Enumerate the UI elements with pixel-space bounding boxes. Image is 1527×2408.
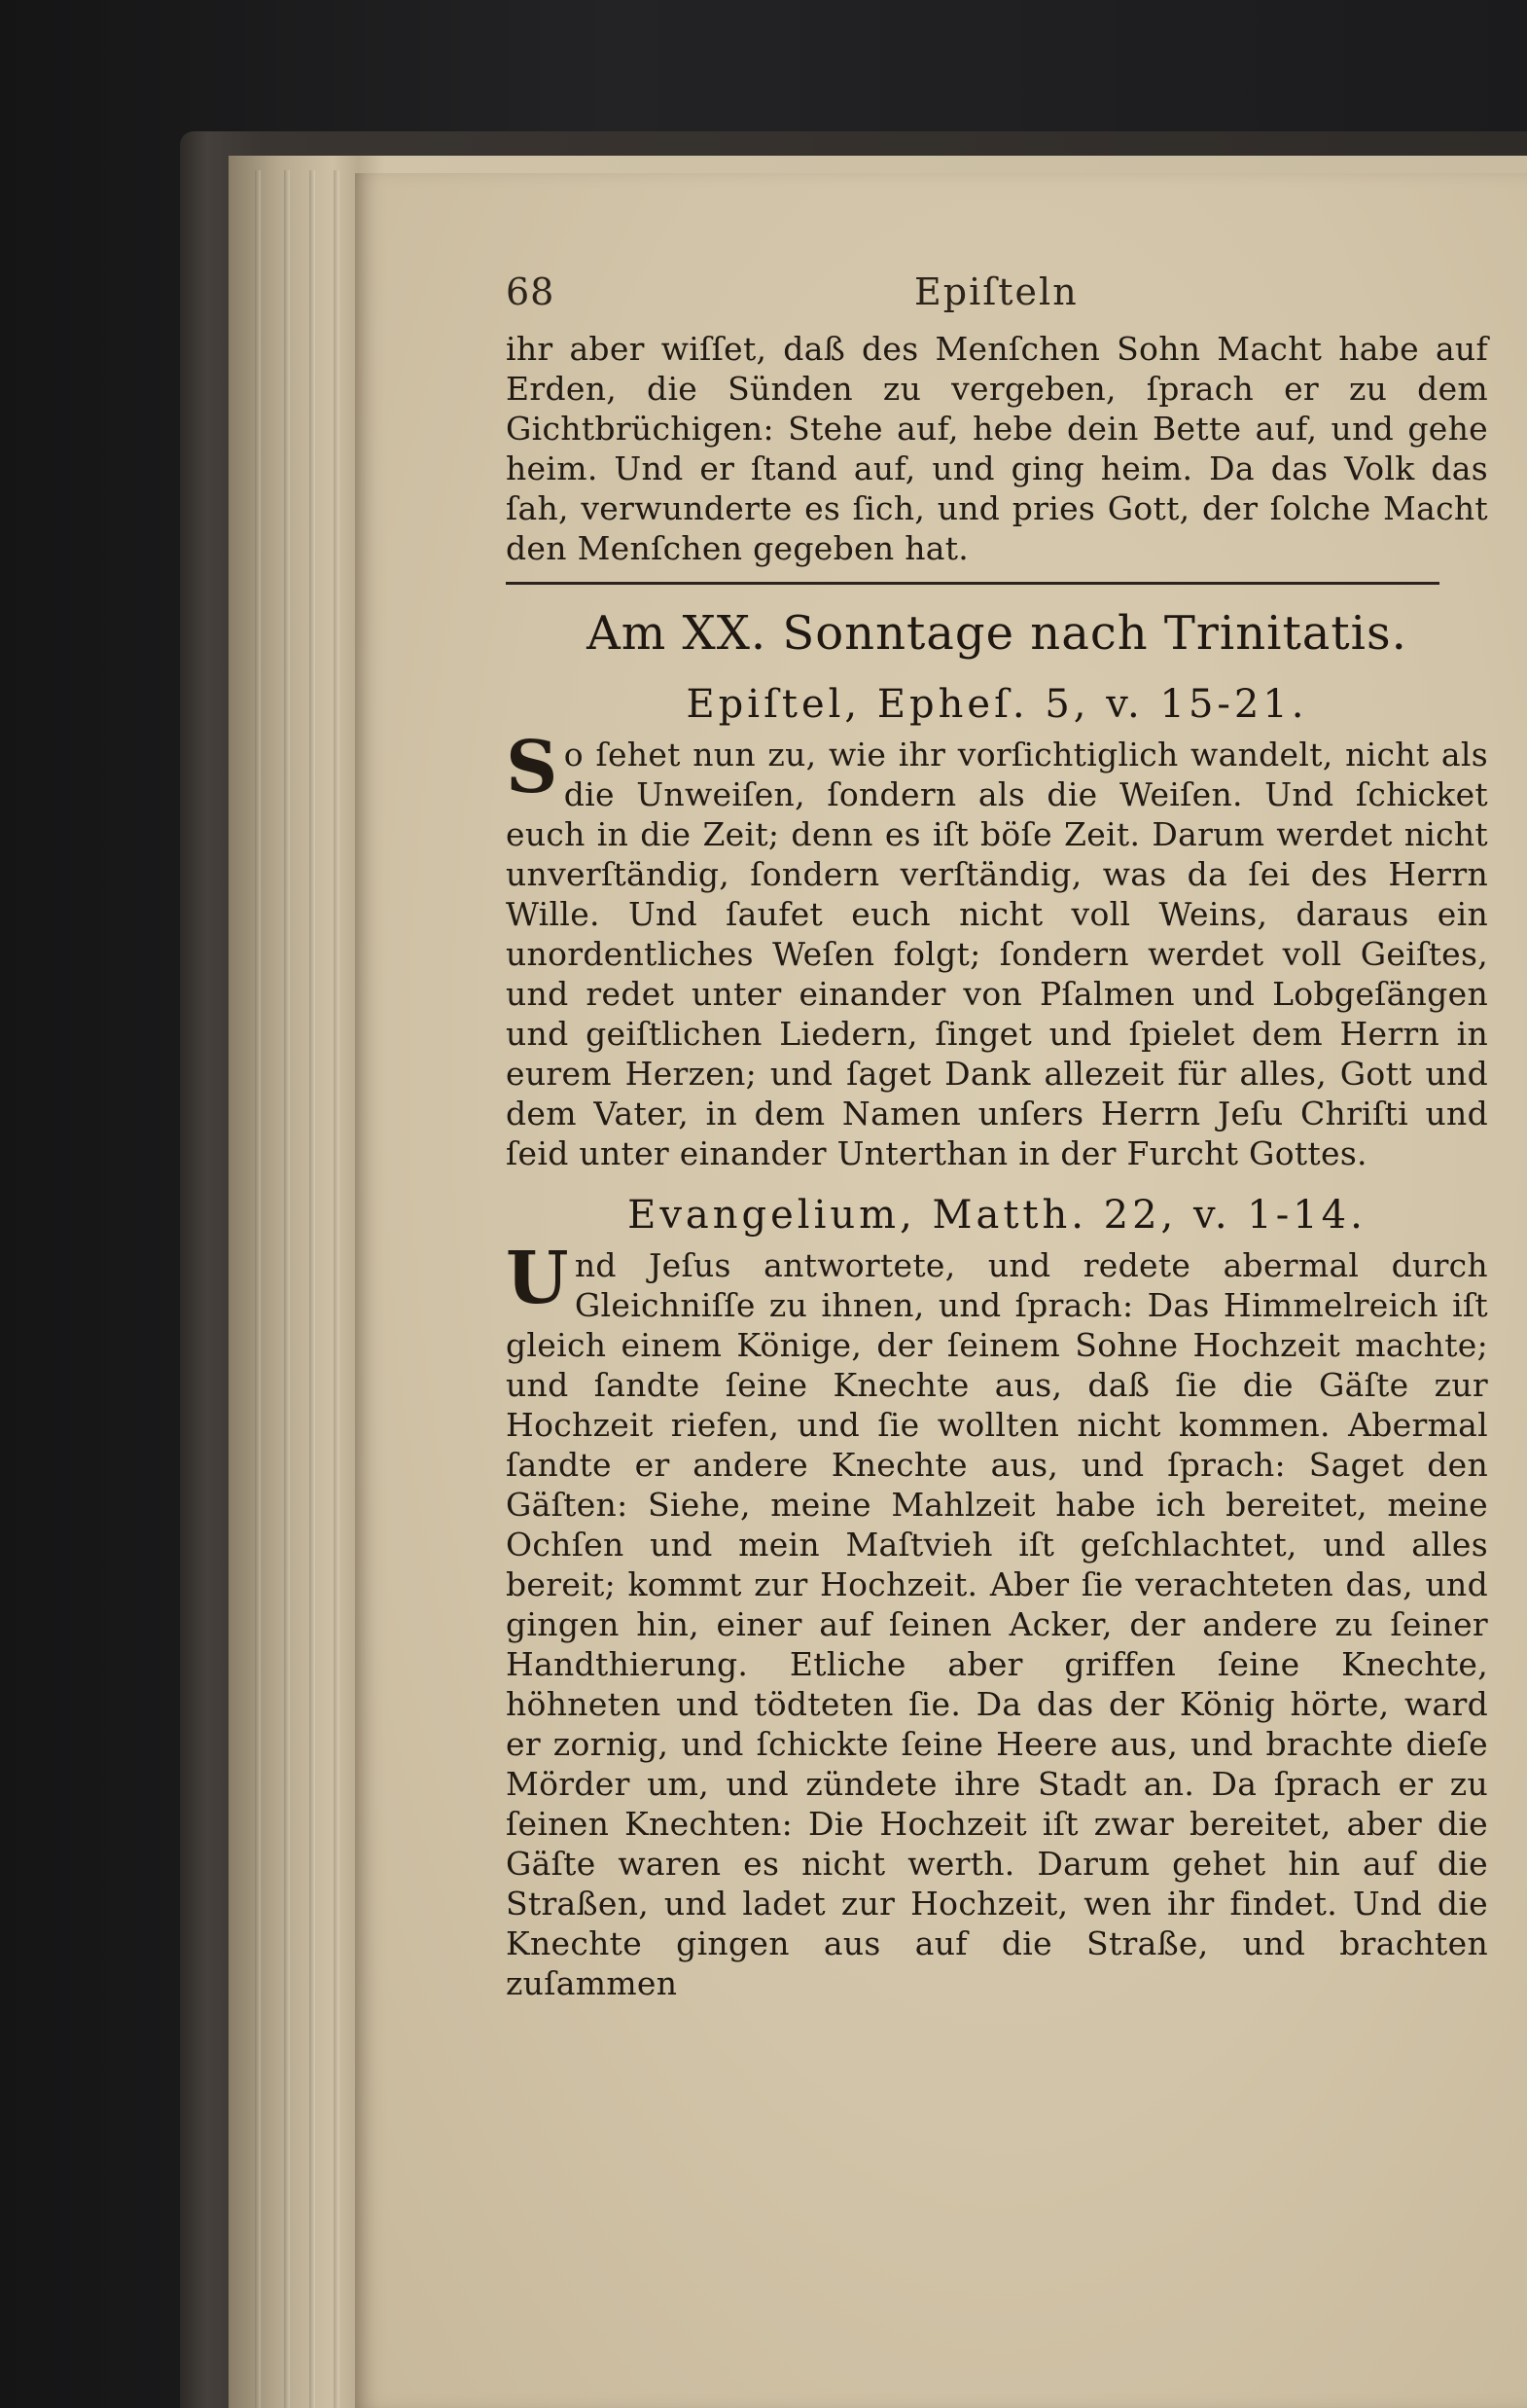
- page-edge: [284, 170, 290, 2408]
- gospel-initial: U: [506, 1237, 569, 1320]
- page-number: 68: [506, 270, 555, 313]
- top-paragraph: ihr aber wiſſet, daß des Menſchen Sohn Macht habe auf Erden, die Sünden zu vergeben, ſprach er zu dem Gichtbrüchigen: Stehe auf, hebe dein Bette auf, und gehe heim. Und er ſtand auf, und ging heim. Da das Volk das ſah, verwunderte es ſich, und pries Gott, der ſolche Macht den Menſchen gegeben hat.: [506, 330, 1488, 567]
- running-head: Epiſteln: [914, 270, 1079, 313]
- sunday-heading: Am XX. Sonntage nach Trinitatis.: [586, 606, 1407, 661]
- gospel-body: nd Jeſus antwortete, und redete abermal durch Gleichniſſe zu ihnen, und ſprach: Das Himmelreich iſt gleich einem Könige, der ſeinem Sohne Hochzeit machte; und ſandte ſeine Knechte aus, daß ſie die Gäſte zur Hochzeit riefen, und ſie wollten nicht kommen. Abermal ſandte er andere Knechte aus, und ſprach: Saget den Gäſten: Siehe, meine Mahlzeit habe ich bereitet, meine Ochſen und mein Maſtvieh iſt geſchlachtet, und alles bereit; kommt zur Hochzeit. Aber ſie verachteten das, und gingen hin, einer auf ſeinen Acker, der andere zu ſeiner Handthierung. Etliche aber griffen ſeine Knechte, höhneten und tödteten ſie. Da das der König hörte, ward er zornig, und ſchickte ſeine Heere aus, und brachte dieſe Mörder um, und zündete ihre Stadt an. Da ſprach er zu ſeinen Knechten: Die Hochzeit iſt zwar bereitet, aber die Gäſte waren es nicht werth. Darum gehet hin auf die Straßen, und ladet zur Hochzeit, wen ihr findet. Und die Knechte gingen aus auf die Straße, und brachten zuſammen: [506, 1246, 1488, 2002]
- page-edge: [334, 170, 339, 2408]
- page-header: [506, 270, 1488, 329]
- page-edge: [309, 170, 315, 2408]
- page-text: [506, 270, 1488, 2003]
- epistle-initial: S: [506, 726, 558, 809]
- page-edge: [255, 170, 261, 2408]
- book-page: [355, 173, 1527, 2408]
- gospel-heading: Evangelium, Matth. 22, v. 1-14.: [627, 1193, 1367, 1238]
- epistle-heading: Epiſtel, Epheſ. 5, v. 15-21.: [686, 682, 1308, 727]
- section-rule: [506, 582, 1439, 585]
- epistle-body: o ſehet nun zu, wie ihr vorſichtiglich wandelt, nicht als die Unweiſen, ſondern als die Weiſen. Und ſchicket euch in die Zeit; denn es iſt böſe Zeit. Darum werdet nicht unverſtändig, ſondern verſtändig, was da ſei des Herrn Wille. Und ſaufet euch nicht voll Weins, daraus ein unordentliches Weſen folgt; ſondern werdet voll Geiſtes, und redet unter einander von Pſalmen und Lobgeſängen und geiſtlichen Liedern, ſinget und ſpielet dem Herrn in eurem Herzen; und ſaget Dank allezeit für alles, Gott und dem Vater, in dem Namen unſers Herrn Jeſu Chriſti und ſeid unter einander Unterthan in der Furcht Gottes.: [506, 736, 1488, 1172]
- epistle-text: [506, 726, 1488, 1173]
- gospel-text: [506, 1237, 1488, 2003]
